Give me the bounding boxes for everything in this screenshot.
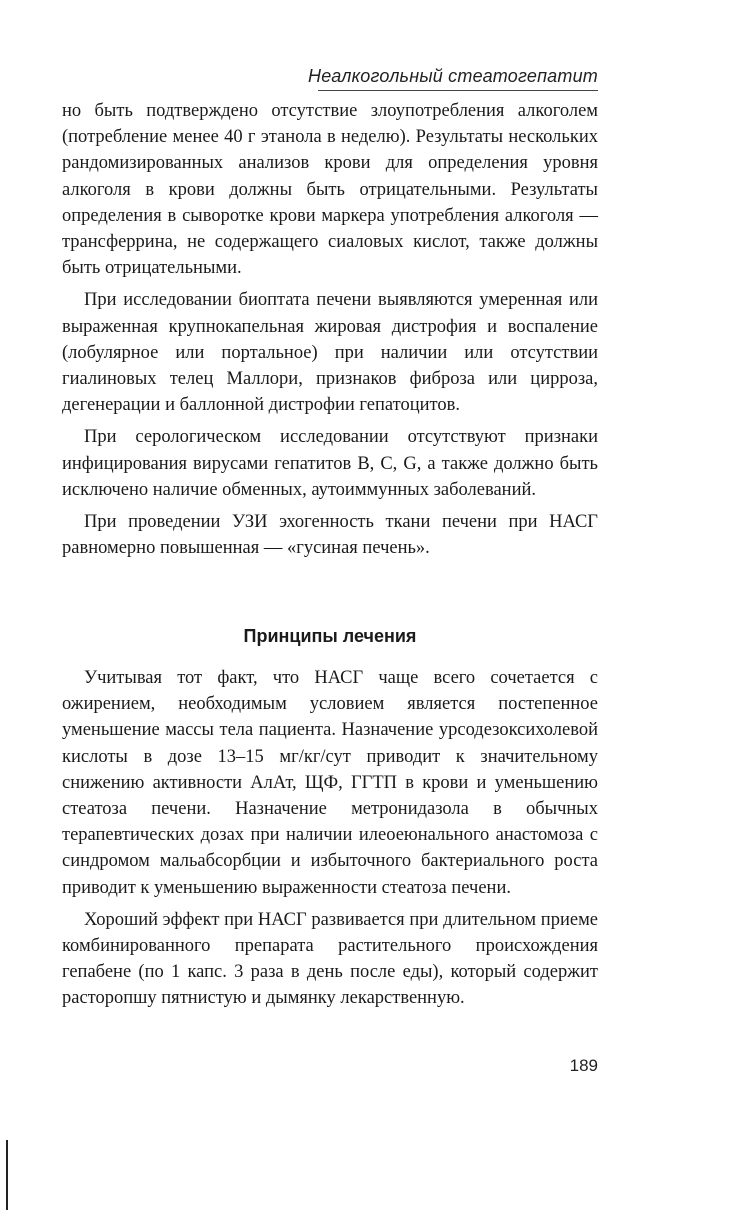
header-rule — [318, 90, 598, 91]
page-number: 189 — [569, 1056, 598, 1075]
paragraph: При исследовании биоптата печени выявляются умеренная или выраженная крупнокапельная жировая дистрофия и воспаление (лобулярное или портальное) при наличии или отсутствии гиалиновых телец Маллори, признаков фиброза или цирроза, дегенерации и баллонной дистрофии гепатоцитов. — [62, 290, 598, 416]
paragraph: Учитывая тот факт, что НАСГ чаще всего сочетается с ожирением, необходимым условием является постепенное уменьшение массы тела пациента. Назначение урсодезоксихолевой кислоты в дозе 13–15 мг/кг/сут приводит к значительному снижению активности АлАт, ЩФ, ГГТП в крови и уменьшению стеатоза печени. Назначение метронидазола в обычных терапевтических дозах при наличии илеоеюнального анастомоза с синдромом мальабсорбции и избыточного бактериального роста приводит к уменьшению выраженности стеатоза печени. — [62, 668, 598, 898]
paragraph: Хороший эффект при НАСГ развивается при длительном приеме комбинированного препарата растительного происхождения гепабене (по 1 капс. 3 раза в день после еды), который содержит расторопшу пятнистую и дымянку лекарственную. — [62, 909, 598, 1009]
body-text-bottom — [62, 665, 598, 1012]
paragraph: но быть подтверждено отсутствие злоупотребления алкоголем (потребление менее 40 г этанола в неделю). Результаты нескольких рандомизированных анализов крови для определения уровня алкоголя в крови должны быть отрицательными. Результаты определения в сыворотке крови маркера употребления алкоголя — трансферрина, не содержащего сиаловых кислот, также должны быть отрицательными. — [62, 101, 598, 279]
section-heading: Принципы лечения — [243, 626, 417, 646]
paragraph: При проведении УЗИ эхогенность ткани печени при НАСГ равномерно повышенная — «гусиная печень». — [62, 512, 598, 559]
body-text-top — [62, 98, 598, 561]
running-header: Неалкогольный стеатогепатит — [308, 66, 598, 86]
paragraph: При серологическом исследовании отсутствуют признаки инфицирования вирусами гепатитов В, С, G, а также должно быть исключено наличие обменных, аутоиммунных заболеваний. — [62, 427, 598, 500]
scan-margin-mark — [6, 1140, 8, 1210]
